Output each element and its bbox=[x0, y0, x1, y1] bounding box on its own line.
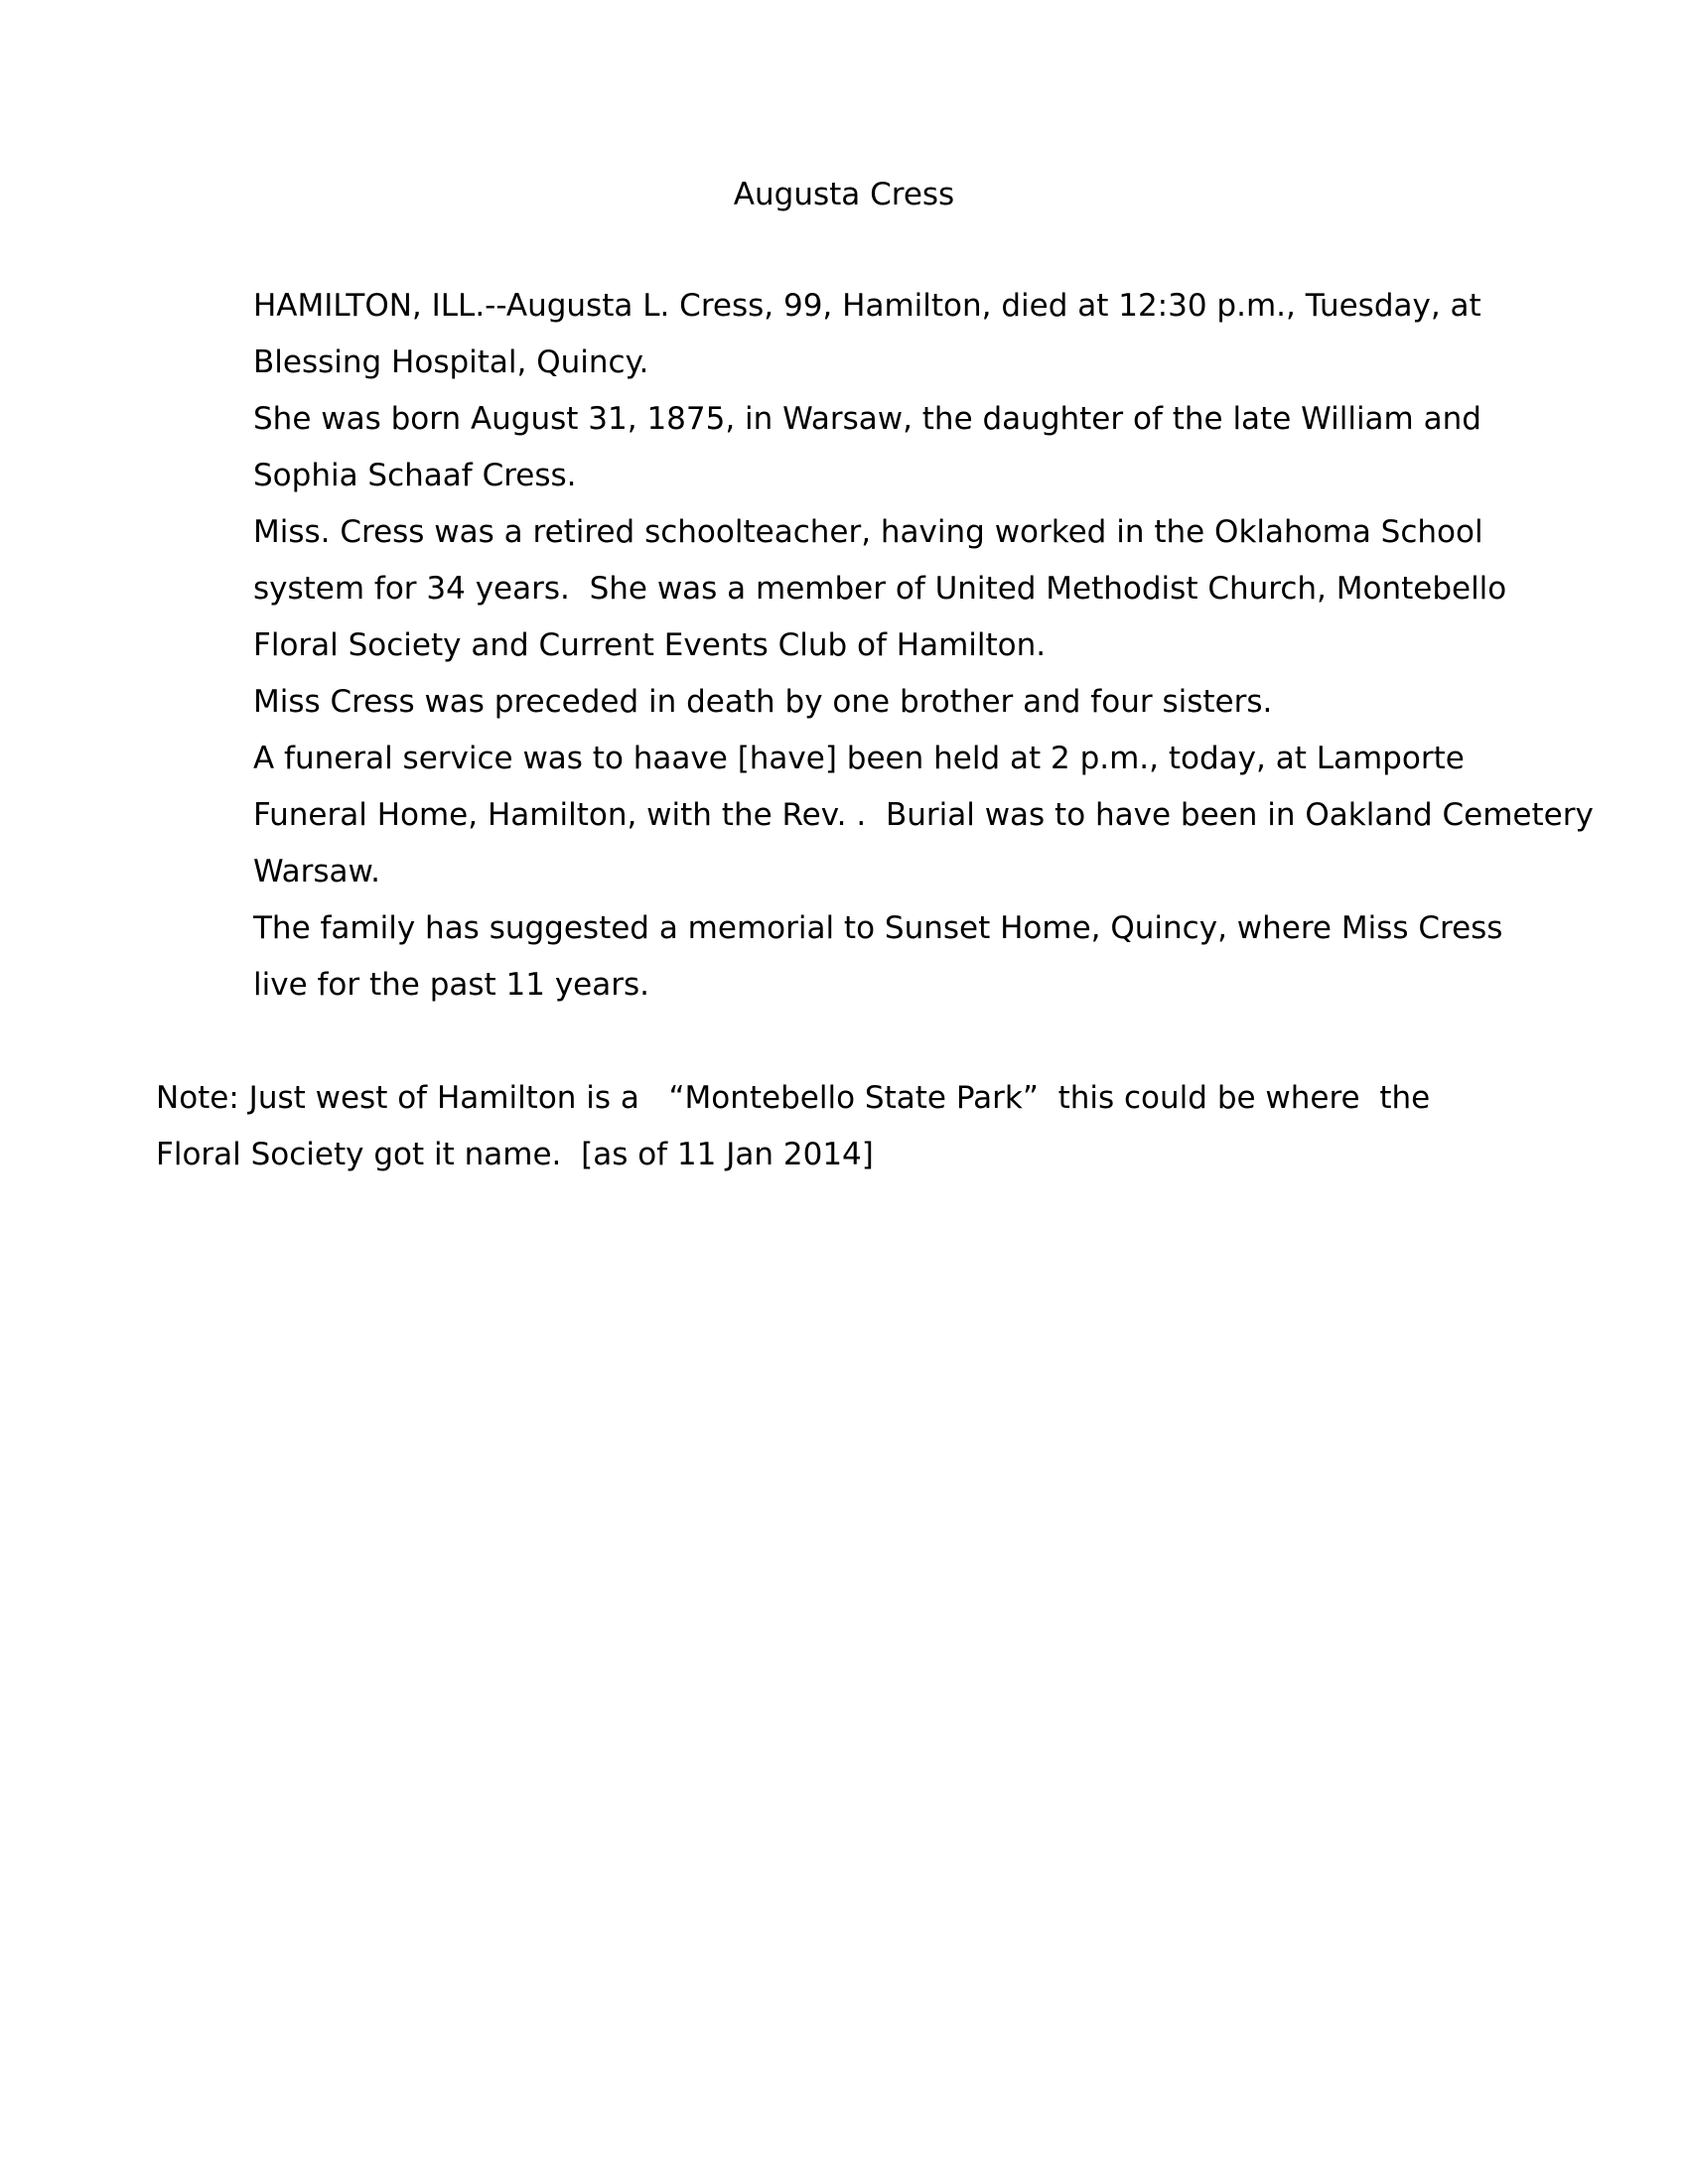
text-line: HAMILTON, ILL.--Augusta L. Cress, 99, Hamilton, died at 12:30 p.m., Tuesday, at bbox=[253, 288, 1481, 324]
text-line: Note: Just west of Hamilton is a “Montebello State Park” this could be where the bbox=[156, 1080, 1431, 1116]
text-line: Funeral Home, Hamilton, with the Rev. . Burial was to have been in Oakland Cemetery bbox=[253, 797, 1594, 833]
obituary-body bbox=[156, 278, 1594, 1183]
text-line: system for 34 years. She was a member of United Methodist Church, Montebello bbox=[253, 571, 1507, 607]
text-line: live for the past 11 years. bbox=[253, 967, 650, 1003]
paragraph-career bbox=[156, 504, 1546, 674]
text-line: She was born August 31, 1875, in Warsaw, the daughter of the late William and bbox=[253, 401, 1481, 437]
text-line: The family has suggested a memorial to Sunset Home, Quincy, where Miss Cress bbox=[253, 910, 1503, 946]
paragraph-birth bbox=[156, 391, 1546, 504]
document-title: Augusta Cress bbox=[733, 177, 955, 212]
paragraph-memorial bbox=[156, 900, 1546, 1014]
paragraph-death-notice bbox=[156, 278, 1546, 391]
note-paragraph bbox=[156, 1070, 1546, 1183]
text-line: Blessing Hospital, Quincy. bbox=[253, 344, 649, 380]
text-line: Sophia Schaaf Cress. bbox=[253, 458, 577, 493]
text-line: Warsaw. bbox=[253, 854, 380, 889]
text-line: Floral Society and Current Events Club of Hamilton. bbox=[253, 627, 1047, 663]
paragraph-family bbox=[156, 674, 1546, 731]
text-line: Miss Cress was preceded in death by one brother and four sisters. bbox=[253, 684, 1273, 720]
text-line: Miss. Cress was a retired schoolteacher, having worked in the Oklahoma School bbox=[253, 514, 1483, 550]
text-line: A funeral service was to haave [have] been held at 2 p.m., today, at Lamporte bbox=[253, 741, 1465, 776]
text-line: Floral Society got it name. [as of 11 Jan 2014] bbox=[156, 1137, 874, 1172]
paragraph-funeral bbox=[156, 731, 1594, 900]
